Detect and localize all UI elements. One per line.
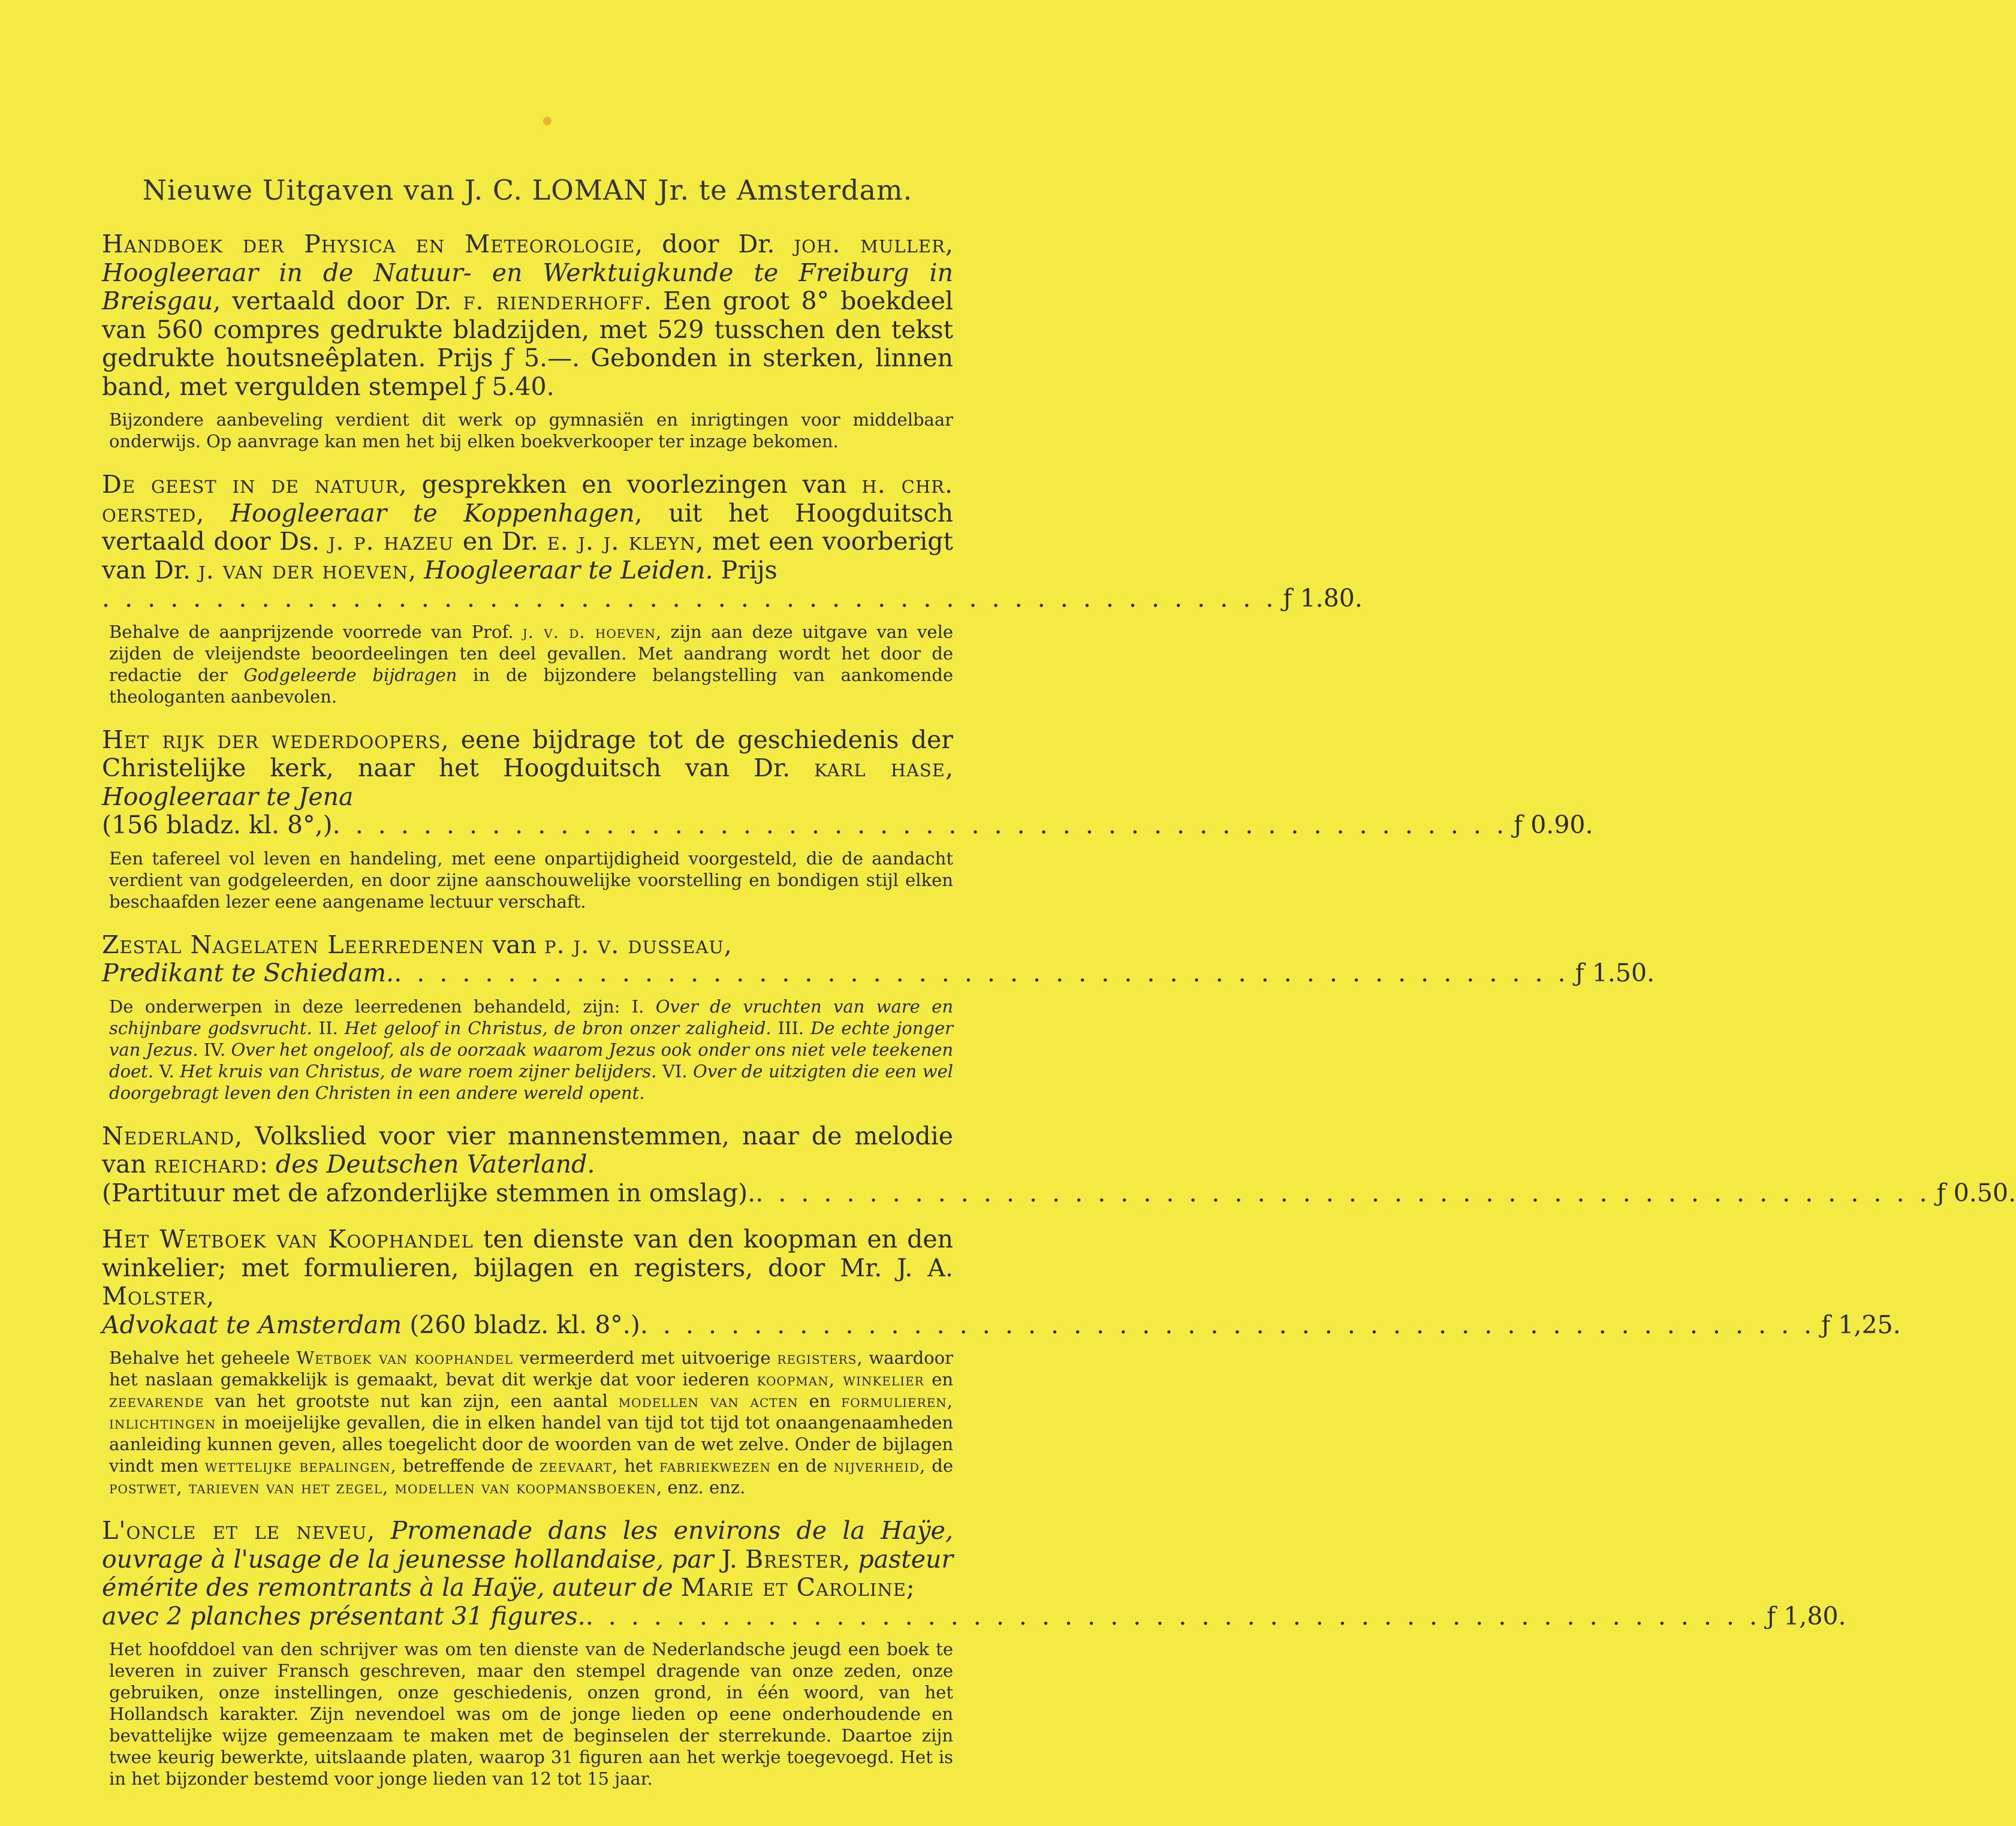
price-line bbox=[102, 810, 1593, 840]
keyword: zeevarende bbox=[109, 1391, 204, 1412]
text: , uit het Hoogduitsch vertaald door Ds. bbox=[102, 498, 953, 556]
sermon-title: Over het ongeloof, als de oorzaak waarom Jezus ook onder ons niet vele teekenen doet. bbox=[109, 1039, 953, 1081]
book-subtitle: Promenade dans les environs de la Haÿe, ouvrage à l'usage de la jeunesse hollandaise, par bbox=[102, 1516, 953, 1574]
text: in de bijzondere belangstelling van aankomende theologanten aanbevolen. bbox=[109, 664, 953, 707]
journal-title: Godgeleerde bijdragen bbox=[243, 664, 457, 685]
leader-dots: . . . . . . . . . . . . . . . . . . . . . . . . . . . . . . . . . . . . . . . . . . . . . . . . . . . . bbox=[755, 1178, 1931, 1207]
entry-note: Bijzondere aanbeveling verdient dit werk op gymnasiën en inrigtingen voor middelbaar onderwijs. Op aanvrage kan men het bij elken boekverkooper ter inzage bekomen. bbox=[109, 409, 953, 452]
text: III. bbox=[771, 1017, 811, 1038]
price-line bbox=[102, 584, 1363, 613]
author-role: Predikant te Schiedam. bbox=[102, 959, 394, 988]
author-name: p. j. v. dusseau bbox=[544, 930, 724, 959]
text: , de bbox=[920, 1456, 953, 1477]
keyword: fabriekwezen bbox=[659, 1456, 772, 1477]
keyword: modellen van acten bbox=[618, 1391, 798, 1412]
entry-note bbox=[102, 996, 953, 1104]
text: ; bbox=[906, 1573, 915, 1602]
entry-note: Het hoofddoel van den schrijver was om ten dienste van de Nederlandsche jeugd een boek te leveren in zuiver Fransch geschreven, maar den stempel dragende van onze zeden, onze gebruiken, onze instellingen, onze geschiedenis, onzen grond, in één woord, van het Hollandsch karakter. Zijn nevendoel was om de jonge lieden op eene onderhoudende en bevattelijke wijze gemeenzaam te maken met de beginselen der sterrekunde. Daartoe zijn twee keurig bewerkte, uitslaande platen, waarop 31 figuren aan het werkje toegevoegd. Het is in het bijzonder bestemd voor jonge lieden van 12 tot 15 jaar. bbox=[109, 1639, 953, 1789]
translator-name: f. rienderhoff bbox=[463, 287, 644, 316]
text: , gesprekken en voorlezingen van bbox=[399, 470, 862, 499]
text: , bbox=[945, 230, 953, 258]
text: vermeerderd met uitvoerige bbox=[513, 1348, 778, 1369]
composer-name: reichard bbox=[154, 1150, 260, 1179]
text: , bbox=[196, 498, 231, 528]
price: ƒ 0.90. bbox=[1514, 810, 1593, 840]
price-bound: ƒ 5.40. bbox=[475, 372, 555, 401]
price: ƒ 1,25. bbox=[1821, 1310, 1901, 1339]
text: Prijs bbox=[713, 555, 778, 584]
leader-dots: . . . . . . . . . . . . . . . . . . . . . . . . . . . . . . . . . . . . . . . . . . . . . . . . . . . . bbox=[640, 1310, 1816, 1339]
text: ten dienste van den koopman en den winkelier; met formulieren, bijlagen en registers, door Mr. J. A. bbox=[102, 1225, 953, 1282]
text: , zijn aan deze uitgave van vele zijden de vleijendste beoordeelingen ten deel gevallen. Met aandrang wordt het door de redactie der bbox=[109, 621, 954, 685]
text: Behalve het geheele bbox=[109, 1348, 297, 1369]
sermon-title: Het kruis van Christus, de ware roem zijner belijders. bbox=[180, 1060, 657, 1081]
author-role: Hoogleeraar te Jena bbox=[102, 782, 354, 811]
translator-name: j. p. hazeu bbox=[328, 527, 454, 556]
text: , eene bijdrage tot de geschiedenis der Christelijke kerk, naar het Hoogduitsch van Dr. bbox=[102, 725, 953, 783]
text: , enz. enz. bbox=[656, 1477, 746, 1498]
text: , bbox=[945, 754, 954, 783]
text: De onderwerpen in deze leerredenen behandeld, zijn: I. bbox=[109, 996, 656, 1017]
entry-main bbox=[102, 1225, 953, 1311]
keyword: wettelijke bepalingen bbox=[204, 1456, 391, 1477]
sermon-title: Over de uitzigten die een wel doorgebragt leven den Christen in een andere wereld opent. bbox=[109, 1060, 954, 1103]
text: , door Dr. bbox=[635, 230, 794, 258]
entry-geest-natuur bbox=[102, 470, 1363, 708]
text: , waardoor het naslaan gemakkelijk is gemaakt, bevat dit werkje dat voor iederen bbox=[109, 1348, 954, 1390]
text: . Gebonden in sterken, linnen band, met vergulden stempel bbox=[102, 343, 954, 401]
leader-dots: . . . . . . . . . . . . . . . . . . . . . . . . . . . . . . . . . . . . . . . . . . . . . . . . . . . . bbox=[332, 810, 1508, 840]
text: , betreffende de bbox=[390, 1456, 540, 1477]
text: en Dr. bbox=[454, 527, 547, 556]
entry-zestal-leerredenen bbox=[102, 930, 1655, 1104]
entry-main bbox=[102, 1122, 953, 1179]
preface-author: j. van der hoeven bbox=[198, 555, 409, 584]
text: , bbox=[367, 1516, 391, 1545]
keyword: formulieren, inlichtingen bbox=[109, 1391, 954, 1433]
book-title: L'oncle et le neveu bbox=[102, 1516, 367, 1545]
leader-dots: . . . . . . . . . . . . . . . . . . . . . . . . . . . . . . . . . . . . . . . . . . . . . . . . . . . . bbox=[585, 1601, 1761, 1631]
text: , bbox=[206, 1282, 215, 1311]
entry-nederland-volkslied bbox=[102, 1121, 2016, 1208]
author-name: h. chr. oersted bbox=[102, 470, 954, 528]
author-role: Advokaat te Amsterdam bbox=[102, 1310, 402, 1339]
book-title: Het rijk der wederdoopers bbox=[102, 725, 441, 754]
entry-note bbox=[102, 1348, 953, 1499]
price: ƒ 1.50. bbox=[1575, 959, 1655, 988]
text: van bbox=[484, 930, 545, 959]
text: en bbox=[798, 1391, 842, 1412]
entry-rijk-wederdoopers bbox=[102, 725, 1593, 913]
price-line bbox=[102, 1310, 1901, 1340]
advertisement-page bbox=[102, 108, 2016, 1808]
price-line bbox=[102, 959, 1655, 988]
author-name: joh. muller bbox=[794, 230, 945, 258]
author-role: Hoogleeraar in de Natuur- en Werktuigkunde te Freiburg in Breisgau bbox=[102, 258, 953, 316]
price: ƒ 0.50. bbox=[1936, 1178, 2016, 1207]
entry-note bbox=[102, 622, 953, 708]
text: J. bbox=[713, 1544, 746, 1574]
text: en de bbox=[771, 1456, 834, 1477]
keyword: zeevaart bbox=[540, 1456, 613, 1477]
format-info: (Partituur met de afzonderlijke stemmen in omslag). bbox=[102, 1178, 756, 1207]
book-title: De geest in de natuur bbox=[102, 470, 399, 499]
text: Behalve de aanprijzende voorrede van Prof. bbox=[109, 621, 523, 642]
text: , Volkslied voor vier mannenstemmen, naar de melodie van bbox=[102, 1121, 953, 1179]
author-role: pasteur émérite des remontrants à la Haÿe, auteur de bbox=[102, 1544, 953, 1602]
text bbox=[673, 1573, 681, 1602]
keyword: registers bbox=[777, 1348, 857, 1369]
format-info: (156 bladz. kl. 8°,) bbox=[102, 810, 333, 840]
text: en bbox=[924, 1369, 954, 1390]
page-header: Nieuwe Uitgaven van J. C. LOMAN Jr. te Amsterdam. bbox=[142, 174, 913, 206]
entry-main bbox=[102, 726, 953, 812]
price-line bbox=[102, 1178, 2016, 1208]
translator-name: e. j. j. kleyn bbox=[547, 527, 696, 556]
sermon-title: Over de vruchten van ware en schijnbare godsvrucht. bbox=[109, 996, 953, 1038]
book-title: Het Wetboek van Koophandel bbox=[102, 1225, 474, 1254]
sermon-title: De echte jonger van Jezus. bbox=[109, 1017, 953, 1060]
keyword: Wetboek van koophandel bbox=[296, 1348, 513, 1369]
price: ƒ 5.— bbox=[504, 343, 572, 373]
other-work: Marie et Caroline bbox=[680, 1573, 906, 1602]
keyword: postwet, tarieven van het zegel, modellen van koopmansboeken bbox=[109, 1477, 656, 1498]
book-title: Nederland bbox=[102, 1121, 235, 1150]
text: in moeijelijke gevallen, die in elken handel van tijd tot tijd tot onaangenaamheden aanleiding kunnen geven, alles toegelicht door de woorden van de wet zelve. Onder de bijlagen vindt men bbox=[109, 1412, 953, 1477]
keyword: koopman, winkelier bbox=[757, 1369, 924, 1390]
text: , vertaald door Dr. bbox=[213, 287, 463, 316]
author-name: Molster bbox=[102, 1282, 207, 1311]
text: , bbox=[842, 1544, 858, 1574]
entry-handboek-physica bbox=[102, 230, 953, 453]
entry-oncle-neveu bbox=[102, 1516, 1846, 1790]
text: , bbox=[724, 930, 732, 959]
price-line bbox=[102, 1601, 1846, 1631]
entry-wetboek-koophandel bbox=[102, 1225, 1901, 1499]
entry-main bbox=[102, 1517, 953, 1602]
text: IV. bbox=[198, 1039, 231, 1060]
book-title: Handboek der Physica en Meteorologie bbox=[102, 230, 635, 258]
song-title: des Deutschen Vaterland. bbox=[275, 1150, 595, 1179]
author-name: Brester bbox=[745, 1544, 843, 1574]
entry-main bbox=[102, 471, 953, 584]
text: V. bbox=[153, 1060, 180, 1081]
price: ƒ 1.80. bbox=[1283, 584, 1363, 613]
person-name: j. v. d. hoeven bbox=[522, 621, 656, 642]
text: van het grootste nut kan zijn, een aantal bbox=[204, 1391, 619, 1412]
price: ƒ 1,80. bbox=[1767, 1601, 1846, 1631]
format-info: (260 bladz. kl. 8°.) bbox=[402, 1310, 640, 1339]
text: , met een voorberigt van Dr. bbox=[102, 527, 953, 584]
author-role: Hoogleeraar te Leiden. bbox=[424, 555, 713, 584]
book-title: Zestal Nagelaten Leerredenen bbox=[102, 930, 484, 959]
text: . Een groot 8° boekdeel van 560 compres gedrukte bladzijden, met 529 tusschen den tekst gedrukte houtsneêplaten. Prijs bbox=[102, 287, 953, 373]
text: , bbox=[408, 555, 424, 584]
entry-note: Een tafereel vol leven en handeling, met eene onpartijdigheid voorgesteld, die de aandacht verdient van godgeleerden, en door zijne aanschouwelijke voorstelling en bondigen stijl elken beschaafden lezer eene aangename lectuur verschaft. bbox=[109, 848, 953, 912]
author-role: Hoogleeraar te Koppenhagen bbox=[230, 498, 635, 528]
text: , het bbox=[612, 1456, 659, 1477]
entry-main bbox=[102, 931, 953, 960]
book-subtitle: avec 2 planches présentant 31 figures. bbox=[102, 1601, 586, 1631]
leader-dots: . . . . . . . . . . . . . . . . . . . . . . . . . . . . . . . . . . . . . . . . . . . . . . . . . . . . bbox=[102, 584, 1277, 613]
text: II. bbox=[312, 1017, 345, 1038]
text: : bbox=[260, 1150, 276, 1179]
entry-main bbox=[102, 230, 953, 401]
keyword: nijverheid bbox=[833, 1456, 920, 1477]
text: VI. bbox=[656, 1060, 694, 1081]
sermon-title: Het geloof in Christus, de bron onzer zaligheid. bbox=[344, 1017, 772, 1038]
author-name: karl hase bbox=[814, 754, 945, 783]
leader-dots: . . . . . . . . . . . . . . . . . . . . . . . . . . . . . . . . . . . . . . . . . . . . . . . . . . . . bbox=[394, 959, 1569, 988]
